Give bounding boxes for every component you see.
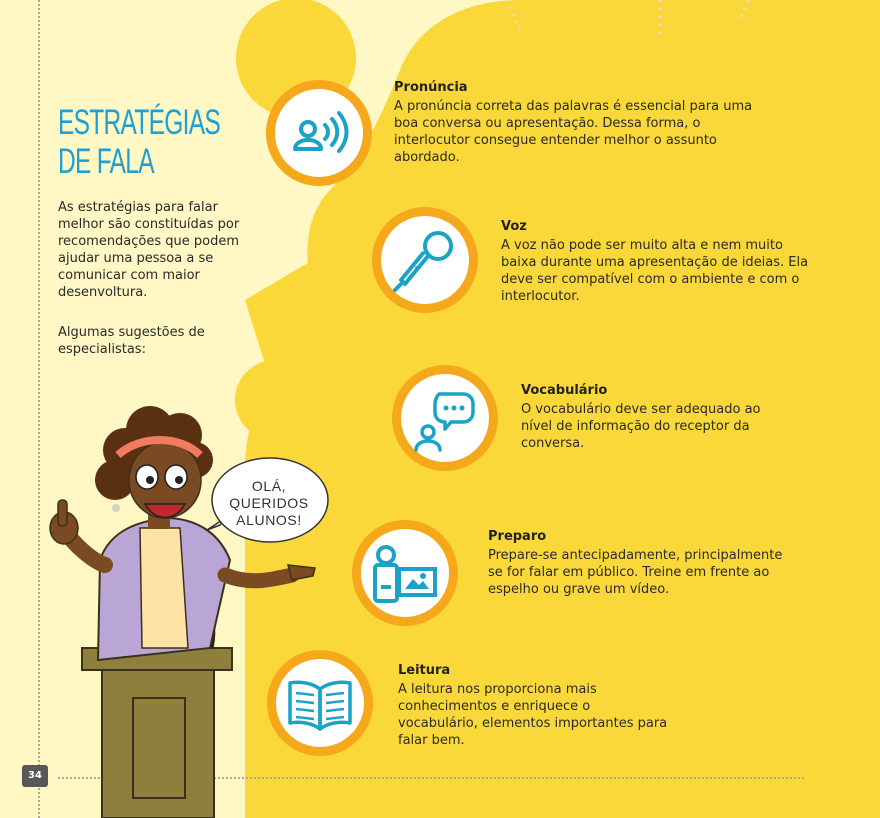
strategy-title: Leitura <box>398 663 451 678</box>
speech-line-2: QUERIDOS <box>229 495 309 511</box>
microphone-icon <box>381 216 469 304</box>
strategy-title: Pronúncia <box>394 80 468 95</box>
strategy-text: A leitura nos proporciona mais conhecimentos e enriquece o vocabulário, elementos importantes para falar bem. <box>398 682 668 748</box>
page-title <box>58 103 220 181</box>
strategy-title: Preparo <box>488 529 547 544</box>
strategy-text: O vocabulário deve ser adequado ao nível de informação do receptor da conversa. <box>521 402 761 451</box>
open-book-icon <box>276 659 364 747</box>
chat-person-icon <box>401 374 489 462</box>
intro-suggestions: Algumas sugestões de especialistas: <box>58 325 205 357</box>
strategy-preparo <box>488 529 788 598</box>
page-number: 34 <box>22 765 48 787</box>
strategy-leitura <box>398 663 668 749</box>
speech-bubble-text <box>219 478 319 529</box>
strategy-title: Voz <box>501 219 527 234</box>
speech-line-3: ALUNOS! <box>236 512 302 528</box>
page-title-line-2: DE FALA <box>58 142 154 181</box>
pronuncia-icon-circle <box>266 80 372 186</box>
strategy-title: Vocabulário <box>521 383 608 398</box>
strategy-text: A pronúncia correta das palavras é essencial para uma boa conversa ou apresentação. Dessa forma, o interlocutor consegue entender melhor o assunto abordado. <box>394 99 753 165</box>
strategy-vocabulario <box>521 383 791 452</box>
strategy-pronuncia <box>394 80 764 166</box>
leitura-icon-circle <box>267 650 373 756</box>
speech-line-1: OLÁ, <box>251 478 287 494</box>
intro-paragraph: As estratégias para falar melhor são constituídas por recomendações que podem ajudar uma pessoa a se comunicar com maior desenvoltura. <box>58 200 240 300</box>
preparo-icon-circle <box>352 520 458 626</box>
strategy-text: A voz não pode ser muito alta e nem muito baixa durante uma apresentação de ideias. Ela deve ser compatível com o ambiente e com o interlocutor. <box>501 238 809 304</box>
strategy-voz <box>501 219 821 305</box>
strategy-text: Prepare-se antecipadamente, principalmente se for falar em público. Treine em frente ao espelho ou grave um vídeo. <box>488 548 783 597</box>
vocabulario-icon-circle <box>392 365 498 471</box>
page-title-line-1: ESTRATÉGIAS <box>58 103 221 142</box>
video-camera-icon <box>361 529 449 617</box>
voz-icon-circle <box>372 207 478 313</box>
speaking-person-icon <box>275 89 363 177</box>
